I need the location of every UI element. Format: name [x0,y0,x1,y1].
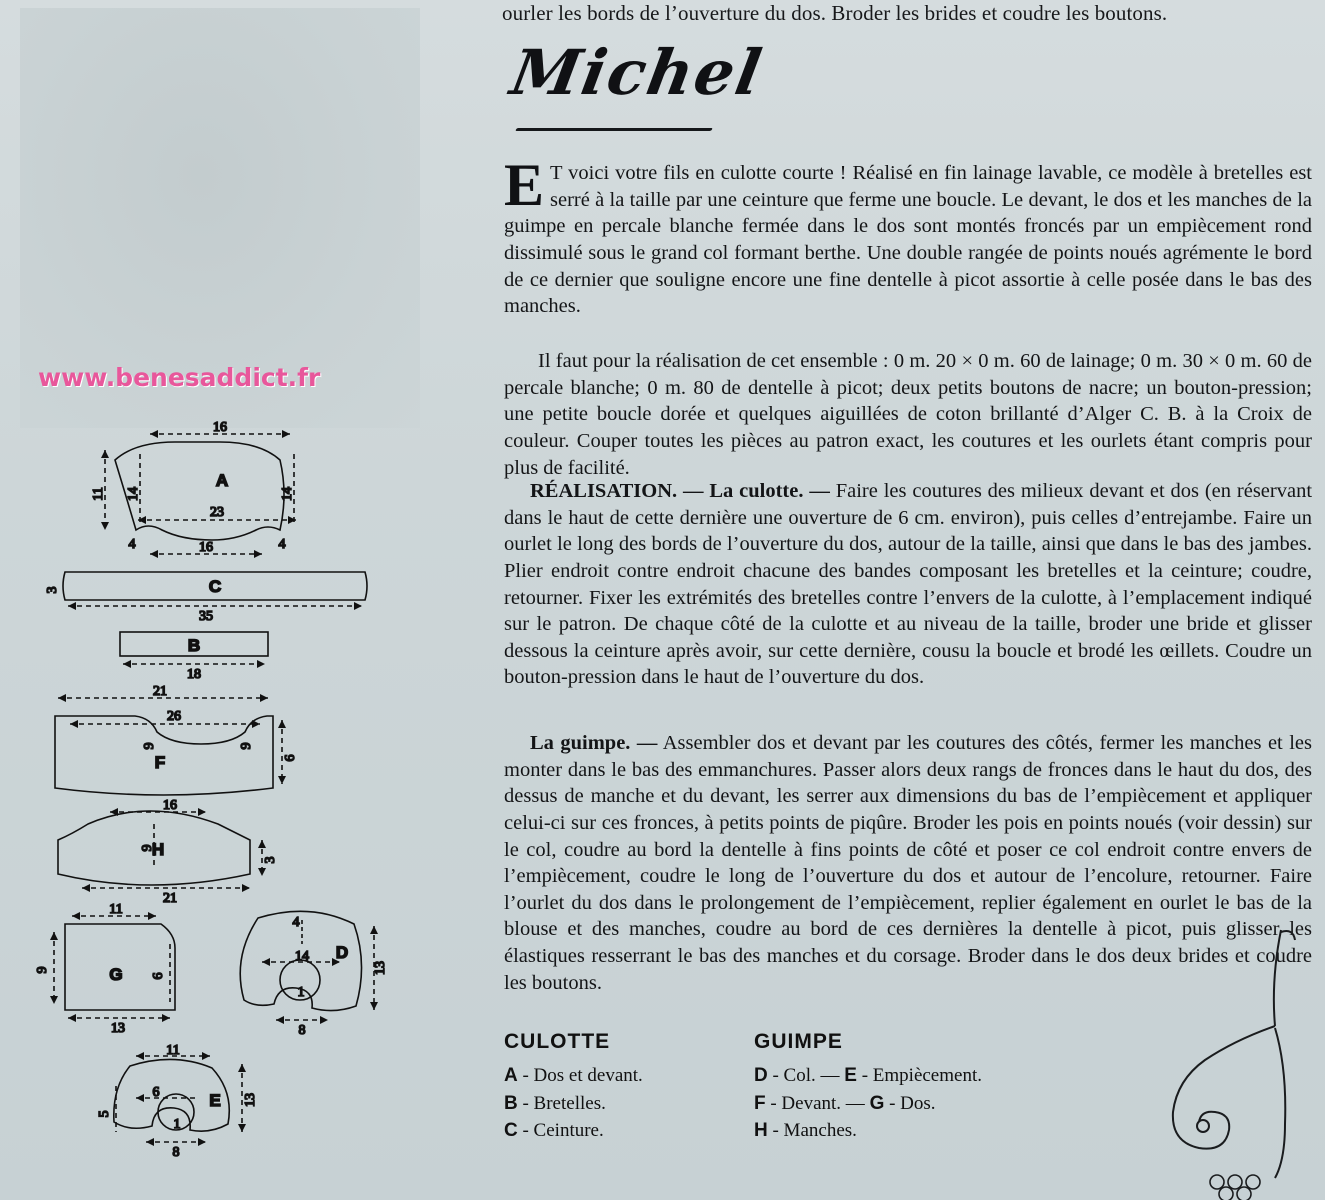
dim-A-16-top: 16 [213,420,227,435]
dim-D-1: 1 [297,985,305,1000]
legend-key-2: G [869,1092,885,1114]
site-watermark: www.benesaddict.fr [38,363,321,392]
legend-text: - Bretelles. [522,1092,606,1114]
dim-F-21: 21 [153,684,167,699]
dim-C-35: 35 [199,609,213,624]
dim-H-3: 3 [263,856,278,864]
legend-text: - Devant. — [770,1092,865,1114]
dim-A-11: 11 [91,487,106,501]
doll-photograph [20,8,420,428]
legend-text-2: - Empiècement. [861,1065,982,1086]
piece-label-D: D [335,943,349,962]
dim-E-13: 13 [243,1093,258,1107]
section-guimpe-heading: La guimpe. — [530,732,658,754]
dim-D-8: 8 [298,1023,306,1038]
section-culotte [504,478,1312,691]
dim-D-13: 13 [373,961,388,975]
legend-title-guimpe: GUIMPE [754,1030,843,1053]
dim-G-6: 6 [151,972,166,980]
legend-key: D [754,1065,768,1086]
piece-label-H: H [151,840,165,859]
piece-label-G: G [109,965,123,984]
dim-D-4: 4 [292,915,300,930]
title-underline-flourish [515,128,713,131]
legend-column-culotte [504,1030,744,1145]
dim-D-14: 14 [295,949,309,964]
right-column [480,0,1325,1200]
dim-A-4-left: 4 [128,537,136,552]
dim-E-5: 5 [97,1110,112,1118]
legend-key: F [754,1092,766,1114]
knotted-stitch-diagram [1085,920,1315,1200]
legend-key-2: E [844,1065,857,1086]
legend-item [504,1117,744,1145]
legend-title-culotte: CULOTTE [504,1030,611,1053]
piece-label-E: E [209,1091,221,1110]
legend-text: - Dos et devant. [522,1065,643,1086]
piece-label-C: C [208,577,222,596]
legend-item [754,1090,1064,1118]
dim-F-6: 6 [283,754,298,762]
dim-A-23: 23 [210,505,224,520]
dim-E-6: 6 [152,1085,160,1100]
intro-text: T voici votre fils en culotte courte ! Réalisé en fin lainage lavable, ce modèle à bretelles est serré à la taille par une ceinture que ferme une boucle. Le devant, le dos et les manches de la guimpe en percale blanche fermée dans le dos sont montés froncés par un empiècement rond dissimulé sous le grand col formant berthe. Une double rangée de points noués agrémente le bord de ce dernier que souligne encore une fine dentelle à picot assortie à celle posée dans le bas des manches. [504,162,1312,318]
dim-E-11: 11 [166,1043,180,1058]
piece-label-F: F [154,753,166,772]
dim-F-26: 26 [167,709,181,724]
legend-key: H [754,1120,768,1142]
legend-text: - Manches. [772,1120,857,1142]
dim-G-13: 13 [111,1021,125,1036]
dim-H-16: 16 [163,798,177,813]
legend-item [754,1117,1064,1145]
dim-A-14-left: 14 [126,487,141,501]
drop-cap: E [504,152,545,218]
dim-A-14-right: 14 [280,487,295,501]
dim-E-1: 1 [173,1117,181,1132]
dim-F-9-left: 9 [142,742,157,750]
article-title: Michel [505,36,769,109]
legend-item [754,1062,1064,1090]
dim-G-11: 11 [109,902,123,917]
intro-paragraph [504,152,1312,320]
dim-H-21: 21 [163,891,177,906]
dim-E-8: 8 [172,1145,180,1160]
legend-text: - Ceinture. [522,1120,604,1142]
legend-item [504,1062,744,1090]
dim-A-16-bottom: 16 [199,540,213,555]
dim-C-3: 3 [45,586,60,594]
pattern-diagrams [10,420,465,1180]
dim-H-9: 9 [140,844,155,852]
dim-B-18: 18 [187,667,201,682]
section-culotte-body: Faire les coutures des milieux devant et dos (en réservant dans le haut de cette dernière une ouverture de 6 cm. environ), puis celles d’entrejambe. Faire un ourlet le long des bords de l’ouverture du dos, autour de la taille, ainsi que dans le bas des jambes. Plier endroit contre endroit chacune des bandes composant les bretelles et la ceinture; coudre, retourner. Fixer les extrémités des bretelles contre l’envers de la culotte, à l’emplacement indiqué sur le patron. De chaque côté de la culotte et au niveau de la taille, broder une bride et glisser dessous la ceinture après avoir, sur cette dernière, cousu la boucle et brodé les œillets. Coudre un bouton-pression dans le haut de l’ouverture du dos. [504,480,1313,689]
cut-off-top-line: ourler les bords de l’ouverture du dos. Broder les brides et coudre les boutons. [502,1,1168,25]
legend-key: B [504,1092,518,1114]
legend-key: A [504,1065,518,1086]
materials-paragraph: Il faut pour la réalisation de cet ensemble : 0 m. 20 × 0 m. 60 de lainage; 0 m. 30 × 0 m. 60 de percale blanche; 0 m. 80 de dentelle à picot; deux petits boutons de nacre; un bouton-pression; une petite boucle dorée et quelques aiguillées de coton brillanté d’Alger C. B. à la Croix de couleur. Couper toutes les pièces au patron exact, les coutures et les ourlets étant compris pour plus de facilité. [504,350,1312,479]
dim-F-9-right: 9 [239,742,254,750]
piece-label-B: B [187,636,201,655]
left-column [0,0,470,1200]
legend-key: C [504,1120,518,1142]
dim-A-4-right: 4 [278,537,286,552]
section-culotte-heading: RÉALISATION. — La culotte. — [530,480,830,502]
legend-column-guimpe [754,1030,1064,1145]
piece-label-A: A [215,471,229,490]
legend-text-2: - Dos. [889,1092,936,1114]
dim-G-9: 9 [35,966,50,974]
legend-item [504,1090,744,1118]
section-guimpe-body: Assembler dos et devant par les coutures des côtés, fermer les manches et les monter dans le bas des emmanchures. Passer alors deux rangs de fronces dans le haut du dos, des dessus de manche et du devant, les serrer aux dimensions du bas de l’empiècement et appliquer celui-ci sur ces fronces, à petits points de piqûre. Broder les pois en points noués (voir dessin) sur le col, coudre au bord la dentelle à fins points de côté et poser ce col endroit contre envers de l’empiècement, coudre le long de l’ouverture du dos et autour de l’encolure, retourner. Faire l’ourlet du dos dans le prolongement de l’empiècement, replier également en ourlet le bas de la blouse et des manches, coudre au bord de ces dernières la dentelle à picot, puis glisser les élastiques resserrant le bas des manches et du corsage. Broder dans le dos deux brides et coudre les boutons. [504,732,1312,994]
legend-text: - Col. — [772,1065,840,1086]
